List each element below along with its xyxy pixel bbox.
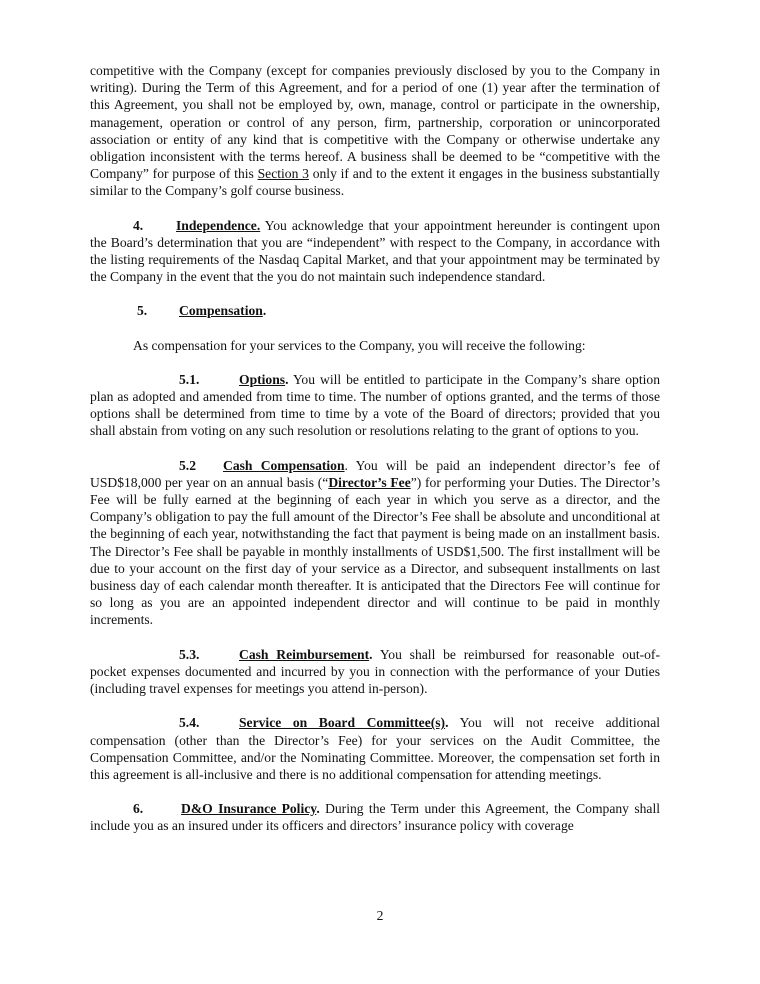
- section-5-2-text-2: ”) for performing your Duties. The Director’s Fee will be fully earned at the beginning of each year in which you serve as a director, and the Company’s obligation to pay the full amount of the Director’s Fee shall be absolute and unconditional at the beginning of each year, notwithstanding the fact that payment is being made on an installment basis. The Director’s Fee shall be payable in monthly installments of USD$1,500. The first installment will be due to your account on the first day of your service as a Director, and subsequent installments on last business day of each calendar month thereafter. It is anticipated that the Directors Fee will continue for so long as you are an appointed independent director and will continue to be paid in monthly increments.: [90, 474, 660, 628]
- section-5-lead: As compensation for your services to the Company, you will receive the following:: [133, 337, 586, 353]
- section-5-4: [90, 714, 660, 783]
- section-5-1-heading-period: .: [285, 371, 289, 387]
- section-5-1-number: 5.1.: [179, 371, 200, 387]
- section-5-number: 5.: [137, 303, 148, 319]
- section-5-4-heading: Service on Board Committee(s): [239, 715, 446, 731]
- section-5-heading-period: .: [262, 303, 267, 319]
- section-4: [90, 217, 660, 286]
- section-5-3-heading-period: .: [369, 646, 373, 662]
- section-5-4-text: You will not receive additional compensation (other than the Director’s Fee) for your services on the Audit Committee, the Compensation Committee, and/or the Nominating Committee. Moreover, the compensation set forth in this agreement is all-inclusive and there is no additional compensation for attending meetings.: [90, 715, 661, 782]
- section-5-4-heading-period: .: [445, 715, 449, 731]
- section-5-2-heading: Cash Compensation: [223, 457, 345, 473]
- section-4-text: You acknowledge that your appointment hereunder is contingent upon the Board’s determination that you are “independent” with respect to the Company, in accordance with the listing requirements of the Nasdaq Capital Market, and that your appointment may be terminated by the Company in the event that the you do not maintain such independence standard.: [90, 217, 660, 285]
- section-6-text: During the Term under this Agreement, the Company shall include you as an insured under its officers and directors’ insurance policy with coverage: [90, 801, 661, 834]
- section-5-4-number: 5.4.: [179, 715, 200, 731]
- section-6-heading-period: .: [316, 801, 320, 817]
- section-5-1-heading: Options: [239, 371, 286, 387]
- section-5-heading: Compensation: [179, 303, 263, 319]
- section-4-number: 4.: [133, 217, 144, 233]
- page-number: 2: [376, 908, 384, 923]
- section-5-2-text-1: . You will be paid an independent director’s fee of USD$18,000 per year on an annual basis (“: [90, 457, 661, 490]
- document-page: [90, 62, 660, 835]
- paragraph-intro: [90, 62, 660, 200]
- section-5-1: [90, 371, 660, 440]
- section-6-heading: D&O Insurance Policy: [181, 801, 317, 817]
- section-6-number: 6.: [133, 801, 144, 817]
- section-3-reference: Section 3: [257, 166, 309, 182]
- section-5-3-number: 5.3.: [179, 646, 200, 662]
- section-5-heading-line: [90, 302, 660, 319]
- section-6: [90, 800, 660, 834]
- section-5-1-text: You will be entitled to participate in the Company’s share option plan as adopted and amended from time to time. The number of options granted, and the terms of those options shall be determined from time to time by a vote of the Board of directors; provided that you shall abstain from voting on any such resolution or resolutions relating to the grant of options to you.: [90, 371, 660, 439]
- directors-fee-defined-term: Director’s Fee: [328, 474, 411, 490]
- section-5-2-number: 5.2: [179, 457, 196, 473]
- section-5-2: [90, 457, 660, 629]
- section-5-3-text: You shall be reimbursed for reasonable out-of-pocket expenses documented and incurred by you in connection with the performance of your Duties (including travel expenses for meetings you attend in-person).: [90, 646, 660, 697]
- section-5-3: [90, 646, 660, 698]
- section-5-3-heading: Cash Reimbursement: [239, 646, 370, 662]
- intro-text-end: only if and to the extent it engages in the business substantially similar to the Company’s golf course business.: [90, 166, 660, 199]
- intro-text: competitive with the Company (except for companies previously disclosed by you to the Company in writing). During the Term of this Agreement, and for a period of one (1) year after the termination of this Agreement, you shall not be employed by, own, manage, control or participate in the ownership, management, operation or control of any person, firm, partnership, corporation or unincorporated association or entity of any kind that is competitive with the Company or otherwise undertake any obligation inconsistent with the terms hereof. A business shall be deemed to be “competitive with the Company” for purpose of this: [90, 63, 660, 182]
- section-4-heading: Independence.: [176, 217, 261, 233]
